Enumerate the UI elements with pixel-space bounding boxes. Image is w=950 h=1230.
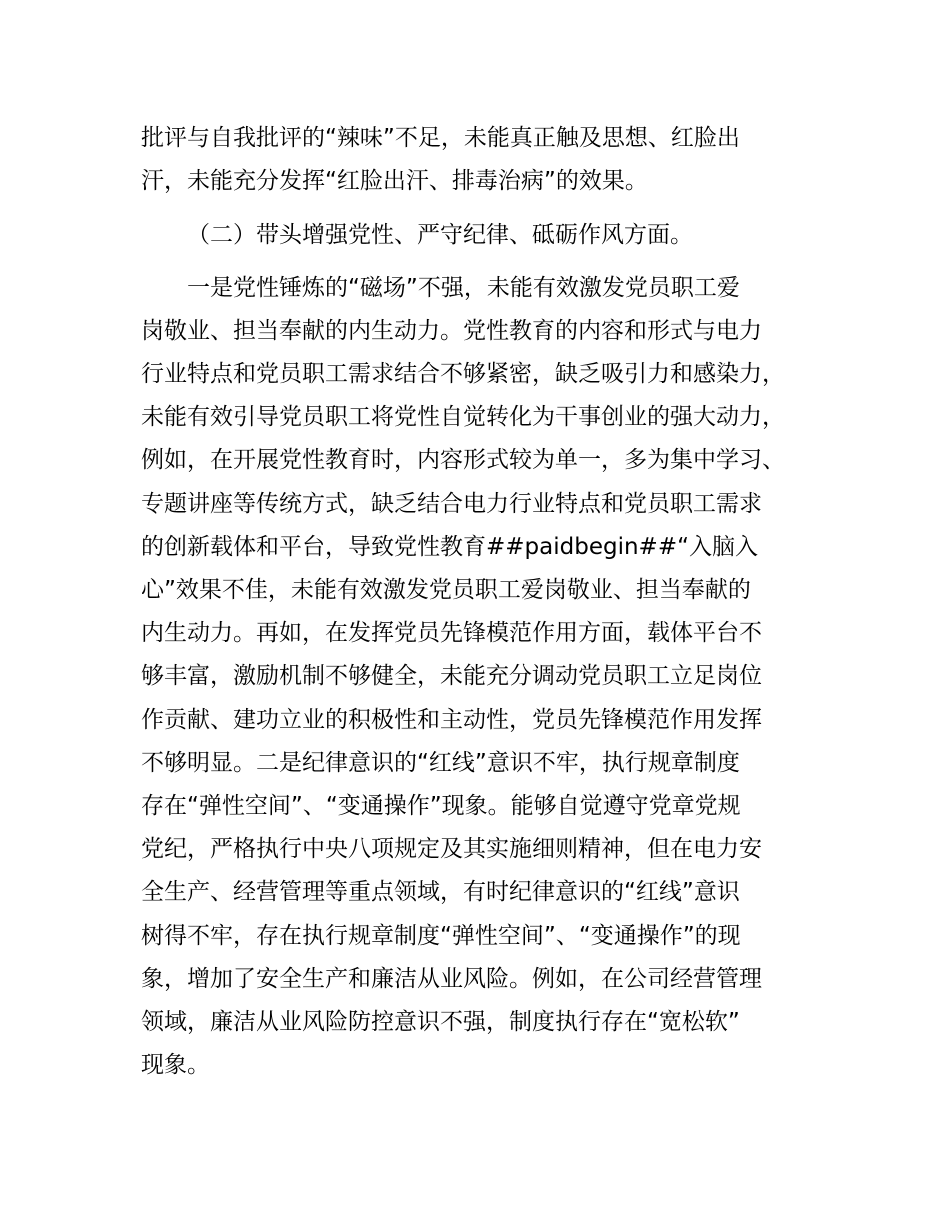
text-line: 的创新载体和平台，导致党性教育##paidbegin##“入脑入 [141,534,759,560]
text-line: 存在“弹性空间”、“变通操作”现象。能够自觉遵守党章党规 [141,793,741,819]
text-line: 党纪，严格执行中央八项规定及其实施细则精神，但在电力安 [141,836,762,862]
text-line: 够丰富，激励机制不够健全，未能充分调动党员职工立足岗位 [141,663,762,689]
text-line: 一是党性锤炼的“磁场”不强，未能有效激发党员职工爱 [187,275,740,301]
text-line: 批评与自我批评的“辣味”不足，未能真正触及思想、红脸出 [141,125,740,151]
text-line: 象，增加了安全生产和廉洁从业风险。例如，在公司经营管理 [141,966,762,992]
text-line: 树得不牢，存在执行规章制度“弹性空间”、“变通操作”的现 [141,923,741,949]
text-line: 汗，未能充分发挥“红脸出汗、排毒治病”的效果。 [141,168,648,194]
text-line: 行业特点和党员职工需求结合不够紧密，缺乏吸引力和感染力， [141,361,785,387]
text-line: 内生动力。再如，在发挥党员先锋模范作用方面，载体平台不 [141,620,762,646]
text-line: 岗敬业、担当奉献的内生动力。党性教育的内容和形式与电力 [141,318,762,344]
text-line: 专题讲座等传统方式，缺乏结合电力行业特点和党员职工需求 [141,491,762,517]
section-heading: （二）带头增强党性、严守纪律、砥砺作风方面。 [187,222,693,248]
text-line: 作贡献、建功立业的积极性和主动性，党员先锋模范作用发挥 [141,707,762,733]
text-line: 现象。 [141,1052,210,1078]
text-line: 不够明显。二是纪律意识的“红线”意识不牢，执行规章制度 [141,750,740,776]
text-line: 例如，在开展党性教育时，内容形式较为单一，多为集中学习、 [141,447,785,473]
text-line: 未能有效引导党员职工将党性自觉转化为干事创业的强大动力， [141,404,785,430]
text-line: 全生产、经营管理等重点领域，有时纪律意识的“红线”意识 [141,879,740,905]
text-line: 心”效果不佳，未能有效激发党员职工爱岗敬业、担当奉献的 [141,577,751,603]
text-line: 领域，廉洁从业风险防控意识不强，制度执行存在“宽松软” [141,1009,740,1035]
